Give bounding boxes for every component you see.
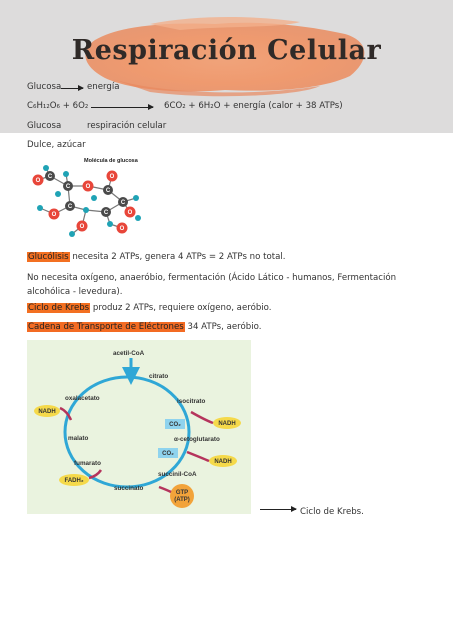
atom-label-c: C <box>47 174 53 180</box>
krebs-caption: Ciclo de Krebs. <box>300 507 364 517</box>
cadena-term: Cadena de Transporte de Eléctrones <box>28 322 184 332</box>
anaerobic-text: No necesita oxígeno, anaeróbio, fermentación (Ácido Lático - humanos, Fermentación alcohólica - levedura). <box>27 273 397 297</box>
atp-label: (ATP) <box>174 497 190 503</box>
glucose-molecule-figure <box>28 154 158 239</box>
node-succinil: succinil-CoA <box>158 471 197 478</box>
cadena-text: 34 ATPs, aeróbio. <box>184 322 262 332</box>
atom-label-c: C <box>105 188 111 194</box>
krebs-term: Ciclo de Krebs <box>28 303 90 313</box>
atom-label-o: O <box>51 212 57 218</box>
atom-label-c: C <box>67 204 73 210</box>
krebs-cycle-diagram <box>27 340 251 514</box>
node-fumarato: fumarato <box>74 460 101 467</box>
gtp-badge <box>159 484 194 508</box>
krebs-cycle-svg <box>27 340 251 514</box>
dulce-label: Dulce, azúcar <box>27 140 86 150</box>
hook-icon <box>187 452 209 461</box>
respiracion-label: respiración celular <box>87 121 167 131</box>
nadh-label: NADH <box>214 459 232 465</box>
fadh2-label: FADH₂ <box>64 478 84 484</box>
node-isocitrato: isocitrato <box>177 398 206 405</box>
arrow-glucosa-energia <box>61 88 83 89</box>
header-band <box>0 0 453 133</box>
nadh-label: NADH <box>218 421 236 427</box>
node-succinato: succinato <box>114 485 144 492</box>
nadh-label: NADH <box>38 409 56 415</box>
node-acetil: acetil-CoA <box>113 350 145 357</box>
atom-label-o: O <box>35 178 41 184</box>
node-malato: malato <box>68 435 89 442</box>
hook-icon <box>191 412 213 423</box>
equation-left: C₆H₁₂O₆ + 6O₂ <box>27 101 89 111</box>
cadena-line <box>27 322 261 332</box>
atom-label-c: C <box>65 184 71 190</box>
hook-icon <box>159 487 171 492</box>
hook-icon <box>89 470 101 478</box>
atom-label-o: O <box>119 226 125 232</box>
watercolor-splash <box>0 0 453 133</box>
krebs-text: produz 2 ATPs, requiere oxígeno, aeróbio. <box>90 303 272 313</box>
energia-label: energía <box>87 82 120 92</box>
atom-label-o: O <box>109 174 115 180</box>
atom-label-o: O <box>127 210 133 216</box>
node-citrato: citrato <box>149 373 169 380</box>
atom-label-c: C <box>120 200 126 206</box>
co2-label: CO₂ <box>169 422 181 428</box>
glucolisis-term: Glucólisis <box>28 252 69 262</box>
atom-label-o: O <box>79 224 85 230</box>
co2-badge-1 <box>165 419 185 429</box>
arrow-krebs-caption <box>260 509 296 510</box>
gtp-label: GTP <box>175 490 189 496</box>
co2-label: CO₂ <box>162 451 174 457</box>
nadh-badge-right-2 <box>187 452 237 467</box>
atom-label-c: C <box>103 210 109 216</box>
glucosa2-label: Glucosa <box>27 121 62 131</box>
glucosa-label: Glucosa <box>27 82 62 92</box>
equation-right: 6CO₂ + 6H₂O + energía (calor + 38 ATPs) <box>164 101 343 111</box>
glucolisis-text: necesita 2 ATPs, genera 4 ATPs = 2 ATPs no total. <box>69 252 286 262</box>
node-cetoglutarato: α-cetoglutarato <box>174 436 220 443</box>
atom-label-o: O <box>85 184 91 190</box>
glucose-figure-title: Molécula de glucosa <box>84 158 138 164</box>
page-title: Respiración Celular <box>71 35 382 66</box>
glucolisis-line <box>27 252 286 262</box>
arrow-equation <box>91 107 153 108</box>
nadh-badge-right-1 <box>191 412 241 429</box>
node-oxalacetato: oxalacetato <box>65 395 100 402</box>
co2-badge-2 <box>158 448 178 458</box>
krebs-line <box>27 303 272 313</box>
